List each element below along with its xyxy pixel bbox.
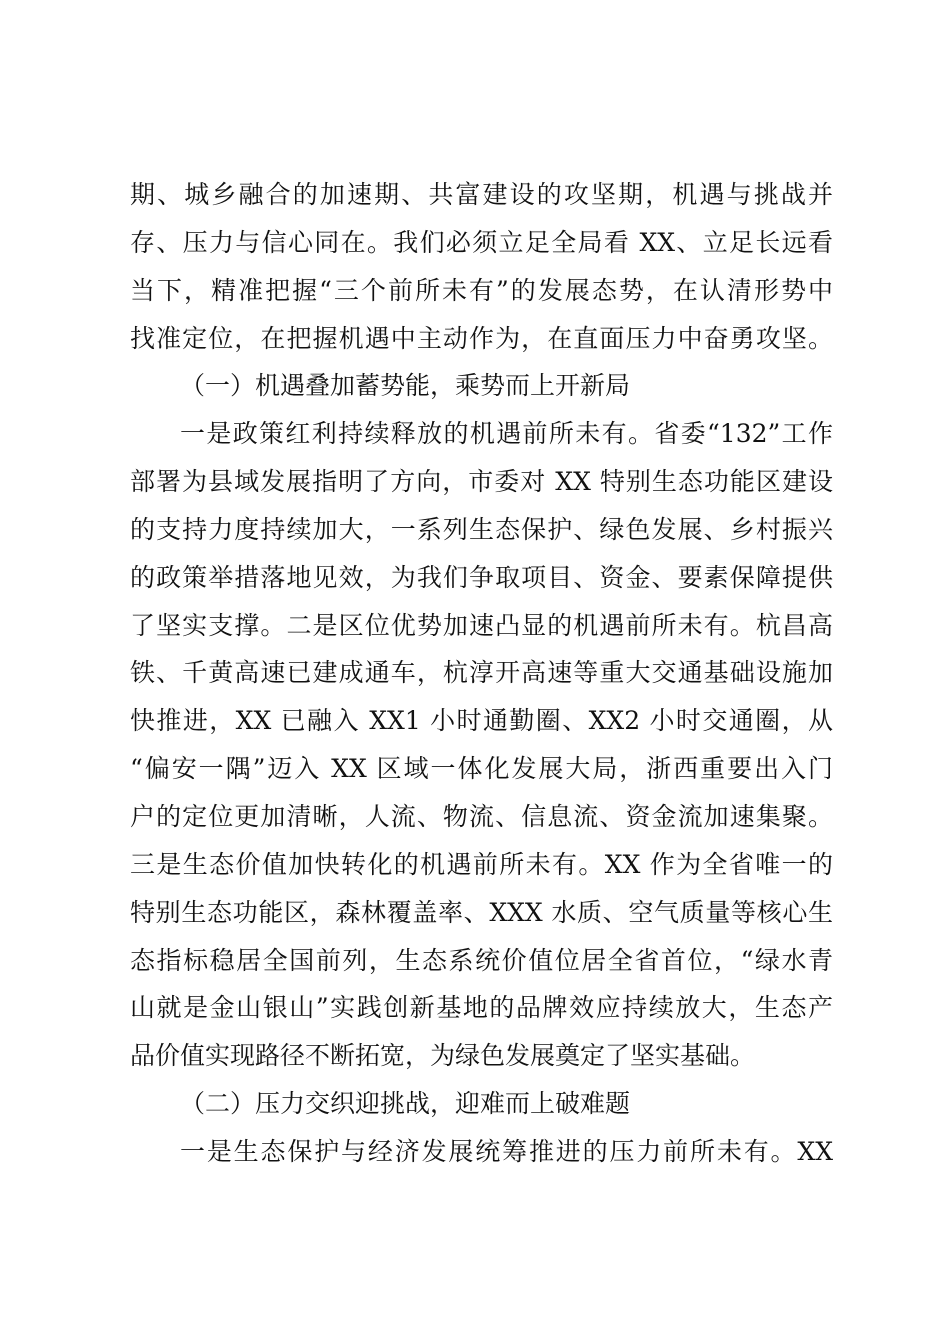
body-line: “偏安一隅”迈入 XX 区域一体化发展大局，浙西重要出入门 xyxy=(130,754,833,784)
body-line: 态指标稳居全国前列，生态系统价值位居全省首位，“绿水青 xyxy=(130,945,833,975)
body-line: 了坚实支撑。二是区位优势加速凸显的机遇前所未有。杭昌高 xyxy=(130,610,833,640)
body-line: 一是政策红利持续释放的机遇前所未有。省委“132”工作 xyxy=(180,419,833,449)
body-line: 存、压力与信心同在。我们必须立足全局看 XX、立足长远看 xyxy=(130,227,833,257)
document-page xyxy=(130,171,833,1176)
body-line: 铁、千黄高速已建成通车，杭淳开高速等重大交通基础设施加 xyxy=(130,658,833,688)
body-line: 特别生态功能区，森林覆盖率、XXX 水质、空气质量等核心生 xyxy=(130,897,833,927)
body-line: 部署为县域发展指明了方向，市委对 XX 特别生态功能区建设 xyxy=(130,467,833,497)
body-line: 当下，精准把握“三个前所未有”的发展态势，在认清形势中 xyxy=(130,275,833,305)
section-heading-2: （二）压力交织迎挑战，迎难而上破难题 xyxy=(180,1089,631,1119)
body-line: 品价值实现路径不断拓宽，为绿色发展奠定了坚实基础。 xyxy=(130,1041,756,1071)
body-line: 的政策举措落地见效，为我们争取项目、资金、要素保障提供 xyxy=(130,562,833,592)
body-line: 的支持力度持续加大，一系列生态保护、绿色发展、乡村振兴 xyxy=(130,514,833,544)
body-line: 山就是金山银山”实践创新基地的品牌效应持续放大，生态产 xyxy=(130,993,833,1023)
body-line: 一是生态保护与经济发展统筹推进的压力前所未有。XX xyxy=(180,1136,833,1166)
body-line: 期、城乡融合的加速期、共富建设的攻坚期，机遇与挑战并 xyxy=(130,180,833,209)
body-line: 快推进，XX 已融入 XX1 小时通勤圈、XX2 小时交通圈，从 xyxy=(130,706,833,736)
body-line: 三是生态价值加快转化的机遇前所未有。XX 作为全省唯一的 xyxy=(130,849,833,879)
body-line: 找准定位，在把握机遇中主动作为，在直面压力中奋勇攻坚。 xyxy=(130,323,833,353)
section-heading-1: （一）机遇叠加蓄势能，乘势而上开新局 xyxy=(180,371,631,401)
body-line: 户的定位更加清晰，人流、物流、信息流、资金流加速集聚。 xyxy=(130,801,833,831)
